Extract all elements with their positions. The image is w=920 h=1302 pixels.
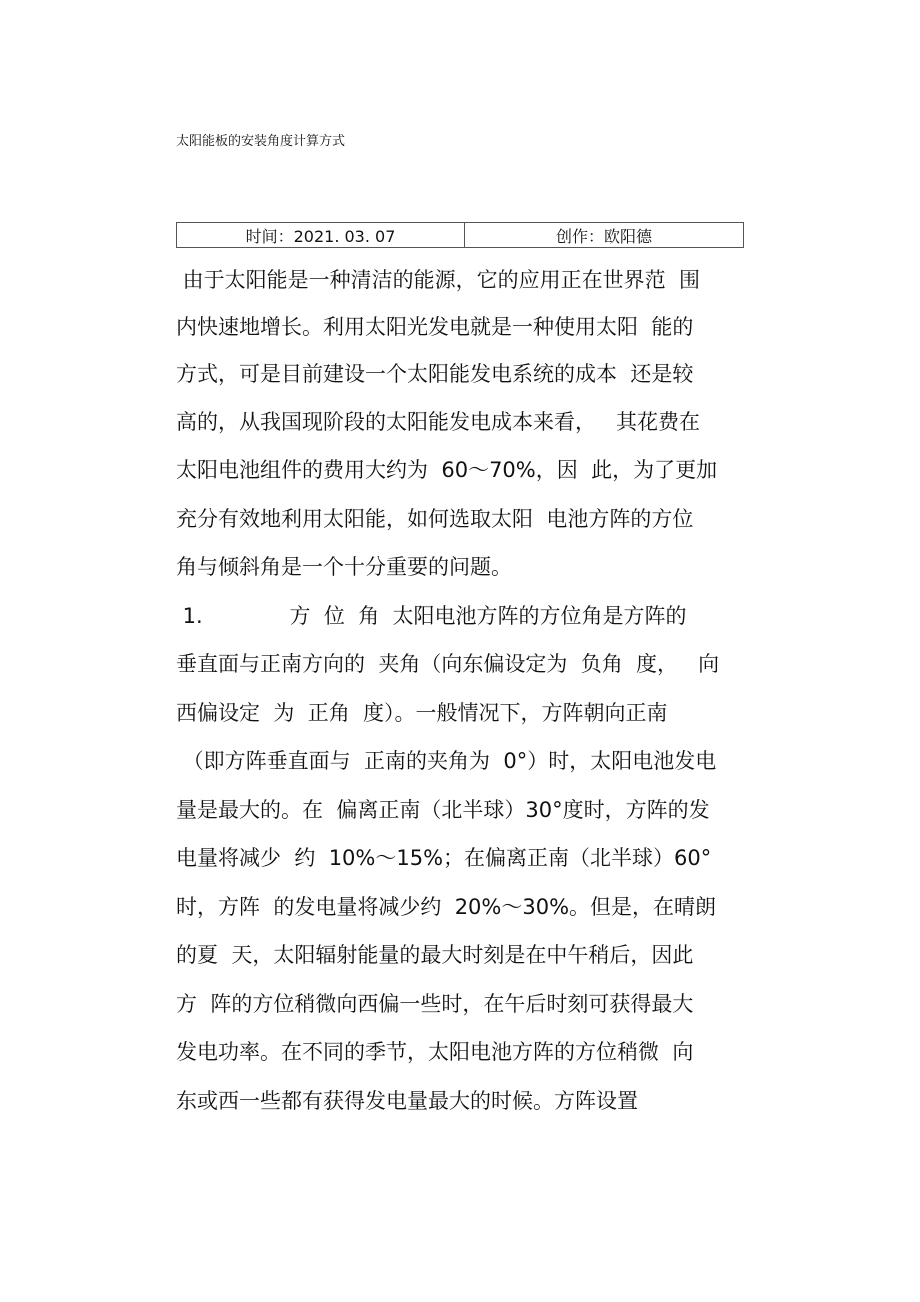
- body-line: 高的，从我国现阶段的太阳能发电成本来看， 其花费在: [176, 410, 701, 434]
- body-line: 发电功率。在不同的季节，太阳电池方阵的方位稍微 向: [176, 1040, 694, 1064]
- body-line: 由于太阳能是一种清洁的能源，它的应用正在世界范 围: [176, 268, 701, 292]
- body-line: 电量将减少 约 10%〜15%；在偏离正南（北半球）60°: [176, 846, 712, 870]
- meta-author: 创作：欧阳德: [555, 226, 652, 246]
- body-line: 时，方阵 的发电量将减少约 20%〜30%。但是，在晴朗: [176, 895, 717, 919]
- body-line: 方式，可是目前建设一个太阳能发电系统的成本 还是较: [176, 362, 694, 386]
- body-line: 角与倾斜角是一个十分重要的问题。: [176, 555, 512, 579]
- body-line: 1. 方 位 角 太阳电池方阵的方位角是方阵的: [176, 604, 687, 628]
- body-line: 的夏 天，太阳辐射能量的最大时刻是在中午稍后，因此: [176, 943, 694, 967]
- meta-time: 时间：2021. 03. 07: [177, 223, 465, 247]
- body-line: 太阳电池组件的费用大约为 60〜70%，因 此，为了更加: [176, 458, 718, 482]
- body-line: 充分有效地利用太阳能，如何选取太阳 电池方阵的方位: [176, 507, 694, 531]
- body-line: 垂直面与正南方向的 夹角（向东偏设定为 负角 度， 向: [176, 652, 720, 676]
- body-line: 量是最大的。在 偏离正南（北半球）30°度时，方阵的发: [176, 798, 710, 822]
- body-line: 内快速地增长。利用太阳光发电就是一种使用太阳 能的: [176, 315, 694, 339]
- body-line: 西偏设定 为 正角 度）。一般情况下，方阵朝向正南: [176, 701, 668, 725]
- body-line: 东或西一些都有获得发电量最大的时候。方阵设置: [176, 1089, 638, 1113]
- meta-table: [176, 222, 744, 248]
- body-line: （即方阵垂直面与 正南的夹角为 0°）时，太阳电池发电: [176, 749, 717, 773]
- document-title: 太阳能板的安装角度计算方式: [176, 134, 346, 149]
- body-line: 方 阵的方位稍微向西偏一些时，在午后时刻可获得最大: [176, 992, 694, 1016]
